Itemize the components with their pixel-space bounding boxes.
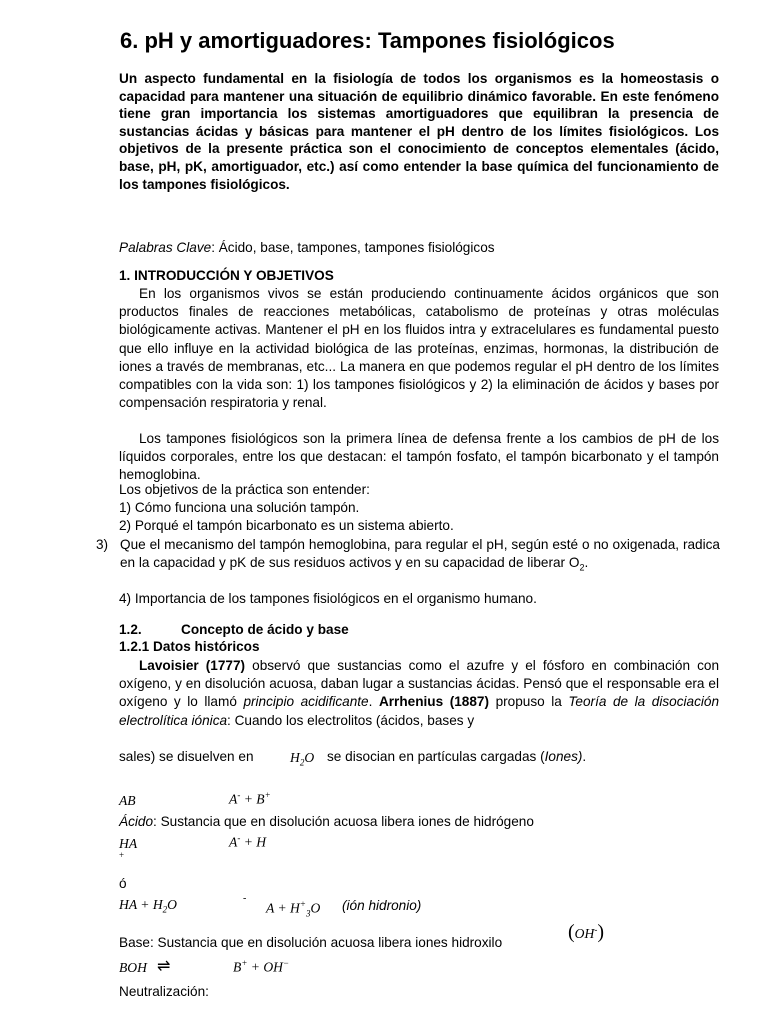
acid-definition: Ácido: Sustancia que en disolución acuosa libera iones de hidrógeno [119, 814, 534, 829]
equation-ha: HA [119, 836, 138, 851]
objective-2: 2) Porqué el tampón bicarbonato es un sistema abierto. [119, 518, 454, 533]
teoria-disociacion: Teoría de la disociación electrolítica iónica [119, 694, 720, 728]
equation-ha-water: HA + $H_2O$ [119, 897, 177, 915]
objective-1: 1) Cómo funciona una solución tampón. [119, 500, 360, 515]
historical-paragraph: Lavoisier (1777) observó que sustancias como el azufre y el fósforo en combinación con oxígeno, y en disolución acuosa, daban lugar a sustancias ácidas. Pensó que el responsable era el oxígeno y lo llamó principio acidificante. Arrhenius (1887) propuso la Teoría de la disociación electrolítica iónica: Cuando los electrolitos (ácidos, bases y [119, 658, 720, 728]
h2o-formula: $H_2O$ [290, 750, 315, 768]
keywords [119, 240, 495, 255]
section-1-heading: 1. INTRODUCCIÓN Y OBJETIVOS [119, 268, 334, 283]
objectives-intro: Los objetivos de la práctica son entender: [119, 482, 370, 497]
page-title: 6. pH y amortiguadores: Tampones fisiológicos [120, 28, 615, 53]
oh-ion: (OH-) [568, 921, 604, 943]
principio-acidificante: principio acidificante [243, 694, 369, 710]
abstract: Un aspecto fundamental en la fisiología de todos los organismos es la homeostasis o capacidad para mantener una situación de equilibrio dinámico favorable. En este fenómeno tiene gran importancia los sistemas amortiguadores que equilibran la presencia de sustancias ácidas y básicas para mantener el pH dentro de los límites fisiológicos. Los objetivos de la presente práctica son el conocimiento de conceptos elementales (ácido, base, pH, pK, amortiguador, etc.) así como entender la base química del funcionamiento de los tampones fisiológicos. [119, 71, 719, 192]
objective-3-text: Que el mecanismo del tampón hemoglobina, para regular el pH, según esté o no oxigenada, radica en la capacidad y pK de sus residuos activos y en su capacidad de liberar O [120, 537, 720, 570]
sales-line-start: sales) se disuelven en [119, 749, 254, 764]
keywords-value: : Ácido, base, tampones, tampones fisiológicos [211, 240, 495, 255]
lavoisier-name: Lavoisier (1777) [139, 658, 246, 673]
equation-boh-products: B+ + OH− [233, 958, 290, 975]
minus-sign: - [243, 893, 247, 904]
h-plus-superscript: + [119, 850, 125, 860]
objective-3-subscript: 2 [579, 562, 585, 573]
neutralization-label: Neutralización: [119, 984, 209, 999]
equation-ha-products: A- + H [229, 833, 267, 850]
acid-label: Ácido [119, 814, 154, 829]
equilibrium-arrows: ⇌ [157, 958, 171, 975]
sales-line-end: se disocian en partículas cargadas (Iones). [327, 749, 587, 764]
section-1-2-heading: Concepto de ácido y base [181, 622, 349, 637]
intro-paragraph-1: En los organismos vivos se están produciendo continuamente ácidos orgánicos que son productos finales de reacciones metabólicas, catabolismo de proteínas y otras moléculas biológicamente activas. Mantener el pH en los fluidos intra y extracelulares es fundamental puesto que ello influye en la actividad biológica de las proteínas, enzimas, hormonas, la distribución de iones a través de membranas, etc... La manera en que podemos regular el pH dentro de los límites compatibles con la vida son: 1) los tampones fisiológicos y 2) la eliminación de ácidos y bases por compensación respiratoria y renal. [119, 286, 719, 411]
objective-4: 4) Importancia de los tampones fisiológicos en el organismo humano. [119, 591, 537, 606]
keywords-label: Palabras Clave [119, 240, 212, 255]
hydronium-label: (ión hidronio) [342, 898, 422, 913]
or-word: ó [119, 876, 127, 891]
objective-3: 3) Que el mecanismo del tampón hemoglobina, para regular el pH, según esté o no oxigenada, radica en la capacidad y pK de sus residuos activos y en su capacidad de liberar $O_2$. [96, 537, 720, 573]
intro-paragraph-2: Los tampones fisiológicos son la primera línea de defensa frente a los cambios de pH de los líquidos corporales, entre los que destacan: el tampón fosfato, el tampón bicarbonato y el tampón hemoglobina. [119, 431, 719, 483]
section-1-2-number: 1.2. [119, 622, 142, 637]
equation-hydronium: $A + H^+_3O$ [266, 899, 321, 919]
section-1-2-1-heading: 1.2.1 Datos históricos [119, 639, 260, 654]
iones-word: Iones) [544, 749, 583, 764]
equation-ab: AB [119, 793, 136, 808]
base-definition: Base: Sustancia que en disolución acuosa libera iones hidroxilo [119, 935, 503, 950]
equation-ab-products: A- + B+ [229, 790, 271, 807]
objective-3-number: 3) [96, 537, 109, 552]
equation-boh: BOH [119, 960, 147, 975]
arrhenius-name: Arrhenius (1887) [378, 694, 490, 710]
